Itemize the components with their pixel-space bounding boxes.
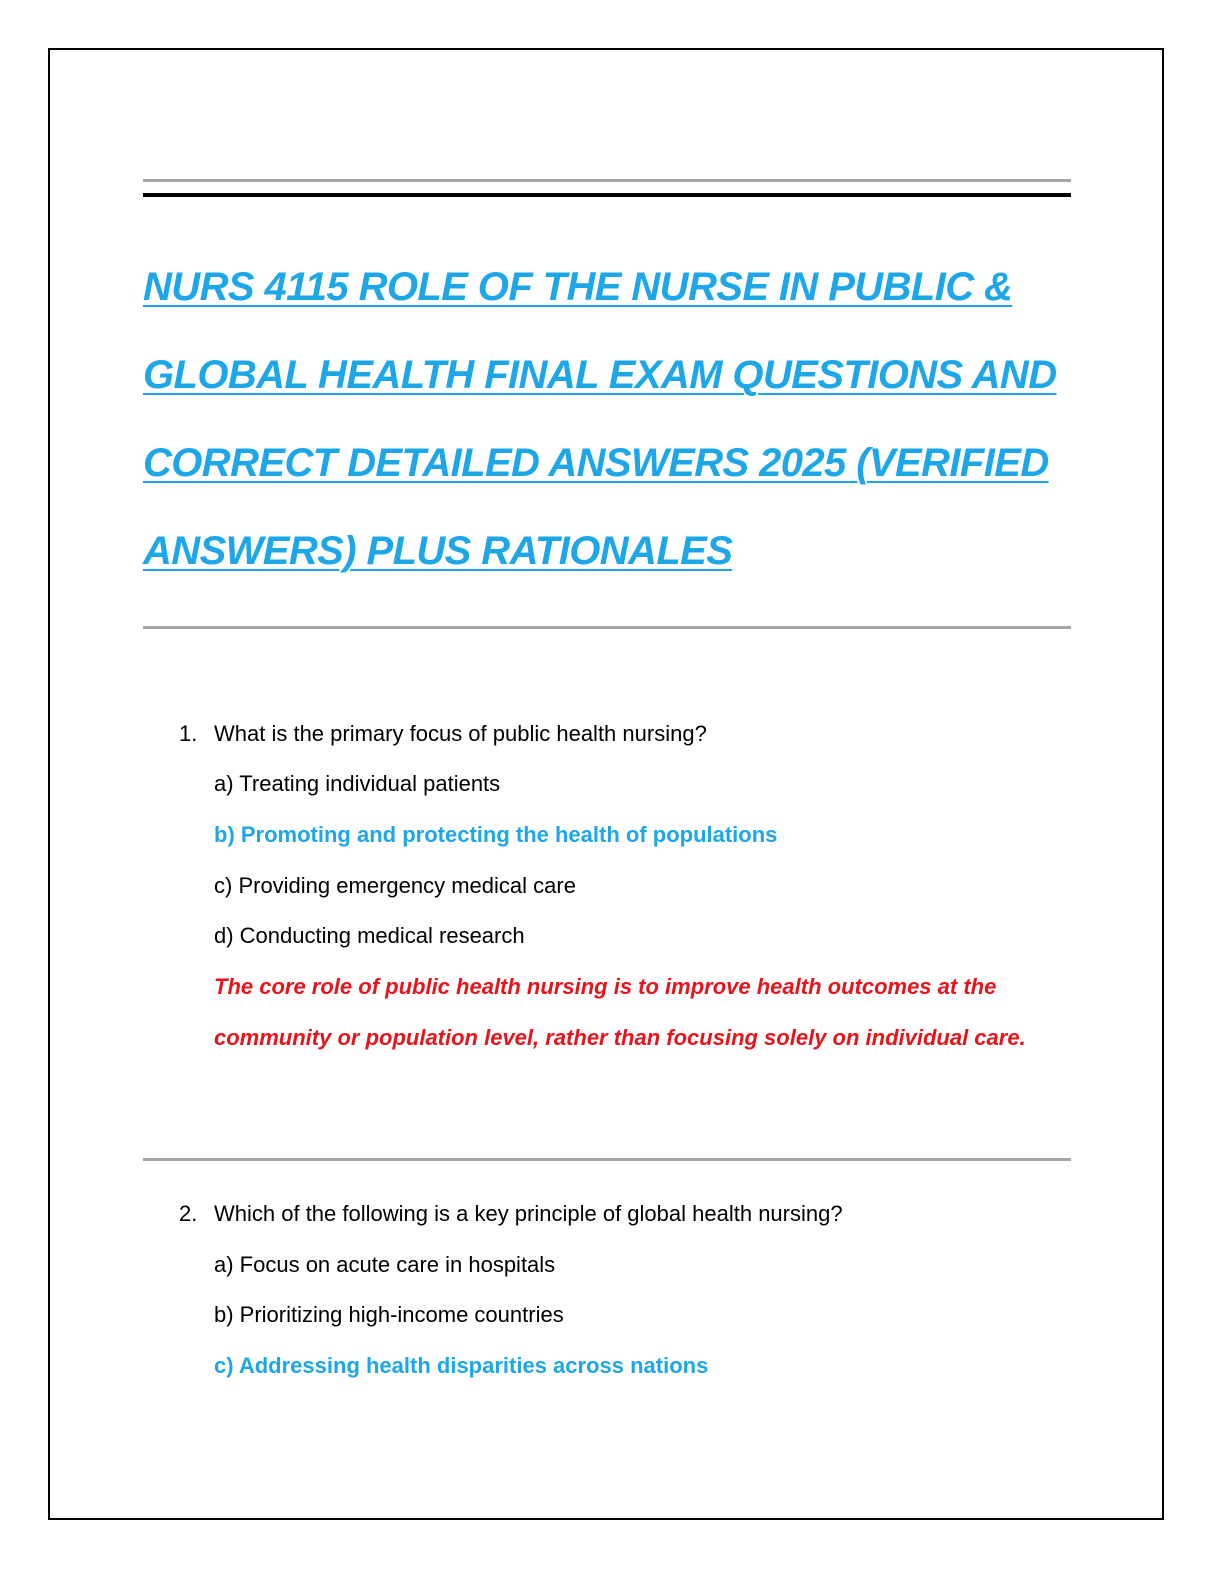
header-rule-gray [143, 179, 1071, 182]
header-rule-black [143, 193, 1071, 197]
rationale-text: The core role of public health nursing is to improve health outcomes at the community or population level, rather than focusing solely on individual care. [214, 974, 1026, 1050]
question-text: Which of the following is a key principle of global health nursing? [214, 1201, 843, 1226]
title-line: ANSWERS) PLUS RATIONALES [143, 529, 733, 573]
option-b: b) Prioritizing high-income countries [214, 1302, 564, 1327]
title-line: NURS 4115 ROLE OF THE NURSE IN PUBLIC & [143, 265, 1013, 309]
section-divider [143, 1158, 1071, 1161]
section-divider [143, 626, 1071, 629]
title-line: CORRECT DETAILED ANSWERS 2025 (VERIFIED [143, 441, 1049, 485]
option-d: d) Conducting medical research [214, 923, 525, 948]
question-number: 2. [179, 1201, 198, 1226]
option-a: a) Treating individual patients [214, 771, 501, 796]
option-a: a) Focus on acute care in hospitals [214, 1252, 556, 1277]
option-c: c) Providing emergency medical care [214, 873, 576, 898]
question-number: 1. [179, 721, 198, 746]
option-b-correct: b) Promoting and protecting the health of populations [214, 822, 778, 847]
title-line: GLOBAL HEALTH FINAL EXAM QUESTIONS AND [143, 353, 1057, 397]
option-c-correct: c) Addressing health disparities across nations [214, 1353, 709, 1378]
document-title [143, 243, 1103, 595]
question-text: What is the primary focus of public health nursing? [214, 721, 707, 746]
